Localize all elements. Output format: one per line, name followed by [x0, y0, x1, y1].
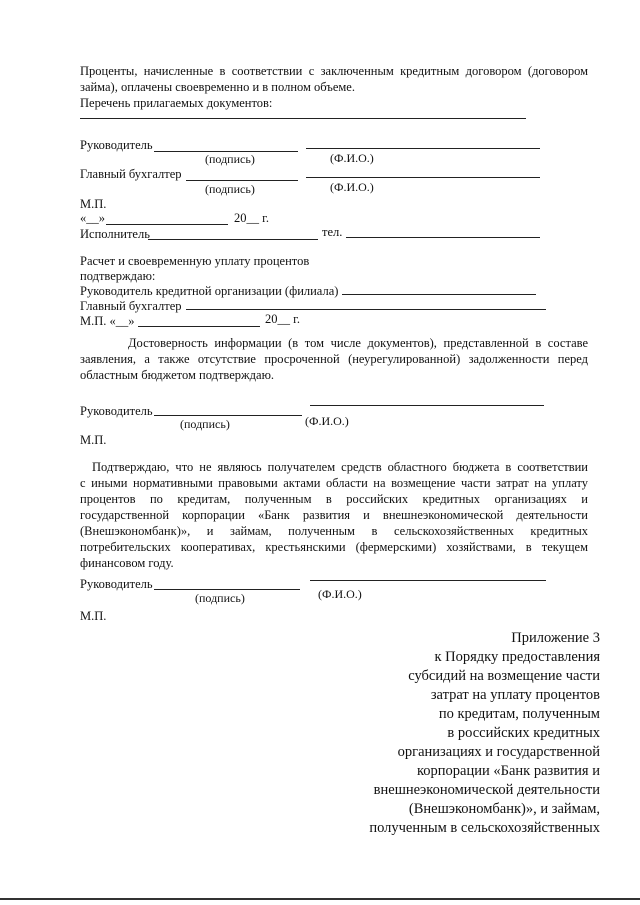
reliability-line-3: областным бюджетом подтверждаю.	[80, 368, 275, 382]
calc-confirm-line-1: Расчет и своевременную уплату процентов	[80, 254, 310, 268]
reliability-line-1: Достоверность информации (в том числе документов), представленной в составе	[128, 336, 588, 350]
head-label: Руководитель	[80, 138, 153, 152]
statement-line-5: (Внешэкономбанк)», и займам, полученным в сельскохозяйственных кредитных	[80, 524, 588, 538]
head-signature-line-2[interactable]	[154, 415, 302, 416]
head-fio-line[interactable]	[306, 148, 540, 149]
head-fio-line-3[interactable]	[310, 580, 546, 581]
chief-accountant-label: Главный бухгалтер	[80, 167, 182, 181]
bank-chief-accountant-line[interactable]	[186, 309, 546, 310]
intro-line-2: займа), оплачены своевременно и в полном объеме.	[80, 80, 355, 94]
head-signature-caption-2: (подпись)	[180, 417, 230, 431]
statement-line-7: финансовом году.	[80, 556, 174, 570]
bank-head-line[interactable]	[342, 294, 536, 295]
head-signature-line-3[interactable]	[154, 589, 300, 590]
chief-accountant-signature-line[interactable]	[186, 180, 298, 181]
attached-documents-line[interactable]	[80, 118, 526, 119]
head-label-3: Руководитель	[80, 577, 153, 591]
page-bottom-edge	[0, 898, 640, 900]
statement-line-4: государственной корпорации «Банк развития и внешнеэкономической деятельности	[80, 508, 588, 522]
bank-stamp-date: М.П. «__»	[80, 314, 135, 328]
date-month-line[interactable]	[106, 224, 228, 225]
stamp-label-2: М.П.	[80, 433, 107, 447]
statement-line-1: Подтверждаю, что не являюсь получателем средств областного бюджета в соответствии	[92, 460, 588, 474]
appendix-line-10: (Внешэкономбанк)», и займам,	[408, 801, 600, 817]
head-fio-caption-3: (Ф.И.О.)	[318, 587, 362, 601]
appendix-line-4: затрат на уплату процентов	[430, 687, 600, 703]
date-year: 20__ г.	[234, 211, 269, 225]
head-signature-caption-3: (подпись)	[195, 591, 245, 605]
head-fio-caption: (Ф.И.О.)	[330, 151, 374, 165]
statement-line-2: с иными нормативными правовыми актами области на возмещение части затрат на уплату	[80, 476, 588, 490]
appendix-line-6: в российских кредитных	[447, 725, 600, 741]
appendix-line-5: по кредитам, полученным	[438, 706, 600, 722]
chief-accountant-signature-caption: (подпись)	[205, 182, 255, 196]
bank-date-month-line[interactable]	[138, 326, 260, 327]
appendix-line-11: полученным в сельскохозяйственных	[369, 820, 600, 836]
bank-head-label: Руководитель кредитной организации (филиала)	[80, 284, 339, 298]
head-fio-caption-2: (Ф.И.О.)	[305, 414, 349, 428]
stamp-label: М.П.	[80, 197, 107, 211]
bank-chief-accountant-label: Главный бухгалтер	[80, 299, 182, 313]
appendix-line-2: к Порядку предоставления	[434, 649, 600, 665]
executor-label: Исполнитель	[80, 227, 150, 241]
chief-accountant-fio-line[interactable]	[306, 177, 540, 178]
attached-documents-label: Перечень прилагаемых документов:	[80, 96, 273, 110]
chief-accountant-fio-caption: (Ф.И.О.)	[330, 180, 374, 194]
executor-line[interactable]	[148, 239, 318, 240]
calc-confirm-line-2: подтверждаю:	[80, 269, 156, 283]
reliability-line-2: заявления, а также отсутствие просроченной (неурегулированной) задолженности перед	[80, 352, 588, 366]
phone-line[interactable]	[346, 237, 540, 238]
stamp-label-3: М.П.	[80, 609, 107, 623]
bank-date-year: 20__ г.	[265, 312, 300, 326]
appendix-line-7: организациях и государственной	[397, 744, 600, 760]
appendix-line-9: внешнеэкономической деятельности	[373, 782, 600, 798]
head-signature-caption: (подпись)	[205, 152, 255, 166]
head-fio-line-2[interactable]	[310, 405, 544, 406]
appendix-line-8: корпорации «Банк развития и	[416, 763, 600, 779]
statement-line-6: потребительских кооперативах, крестьянскими (фермерскими) хозяйствами, в текущем	[80, 540, 588, 554]
statement-line-3: процентов по кредитам, полученным в российских кредитных организациях и	[80, 492, 588, 506]
date-day: «__»	[80, 211, 105, 225]
appendix-line-1: Приложение 3	[511, 630, 600, 646]
appendix-line-3: субсидий на возмещение части	[408, 668, 600, 684]
phone-label: тел.	[322, 225, 343, 239]
intro-line-1: Проценты, начисленные в соответствии с заключенным кредитным договором (договором	[80, 64, 588, 78]
head-label-2: Руководитель	[80, 404, 153, 418]
